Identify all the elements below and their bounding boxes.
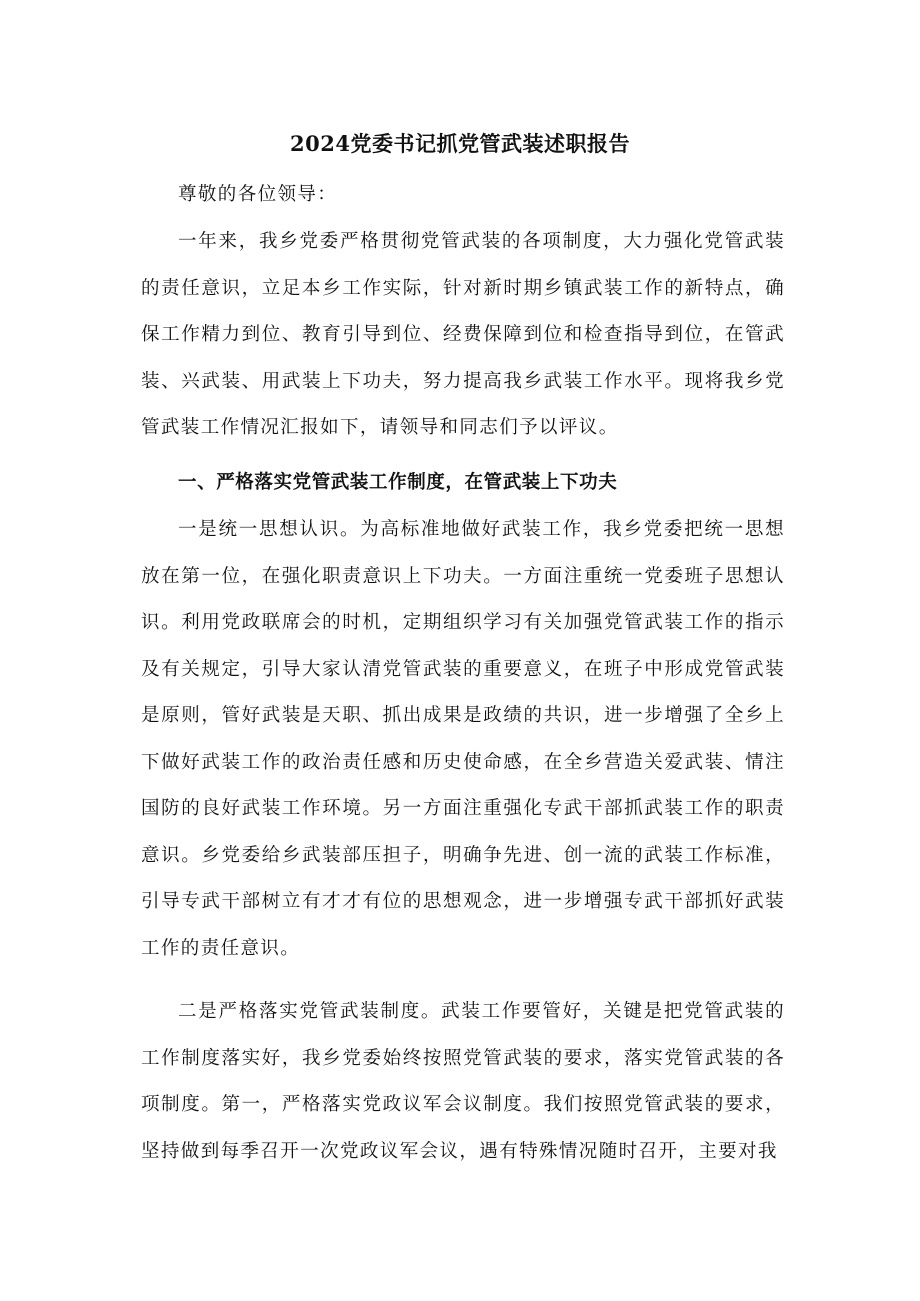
section-heading-1: 一、严格落实党管武装工作制度，在管武装上下功夫 [178,472,618,493]
intro-paragraph: 一年来，我乡党委严格贯彻党管武装的各项制度，大力强化党管武装的责任意识，立足本乡工作实际，针对新时期乡镇武装工作的新特点，确保工作精力到位、教育引导到位、经费保障到位和检查指导到位，在管武装、兴武装、用武装上下功夫，努力提高我乡武装工作水平。现将我乡党管武装工作情况汇报如下，请领导和同志们予以评议。 [141,231,785,438]
paragraph-unify-thinking: 一是统一思想认识。为高标准地做好武装工作，我乡党委把统一思想放在第一位，在强化职责意识上下功夫。一方面注重统一党委班子思想认识。利用党政联席会的时机，定期组织学习有关加强党管武装工作的指示及有关规定，引导大家认清党管武装的重要意义，在班子中形成党管武装是原则，管好武装是天职、抓出成果是政绩的共识，进一步增强了全乡上下做好武装工作的政治责任感和历史使命感，在全乡营造关爱武装、情注国防的良好武装工作环境。另一方面注重强化专武干部抓武装工作的职责意识。乡党委给乡武装部压担子，明确争先进、创一流的武装工作标准，引导专武干部树立有才才有位的思想观念，进一步增强专武干部抓好武装工作的责任意识。 [141,519,785,959]
document-title: 2024党委书记抓党管武装述职报告 [290,131,630,156]
paragraph-implement-system: 二是严格落实党管武装制度。武装工作要管好，关键是把党管武装的工作制度落实好，我乡党委始终按照党管武装的要求，落实党管武装的各项制度。第一，严格落实党政议军会议制度。我们按照党管武装的要求，坚持做到每季召开一次党政议军会议，遇有特殊情况随时召开，主要对我 [141,1001,785,1162]
salutation: 尊敬的各位领导： [178,184,338,205]
